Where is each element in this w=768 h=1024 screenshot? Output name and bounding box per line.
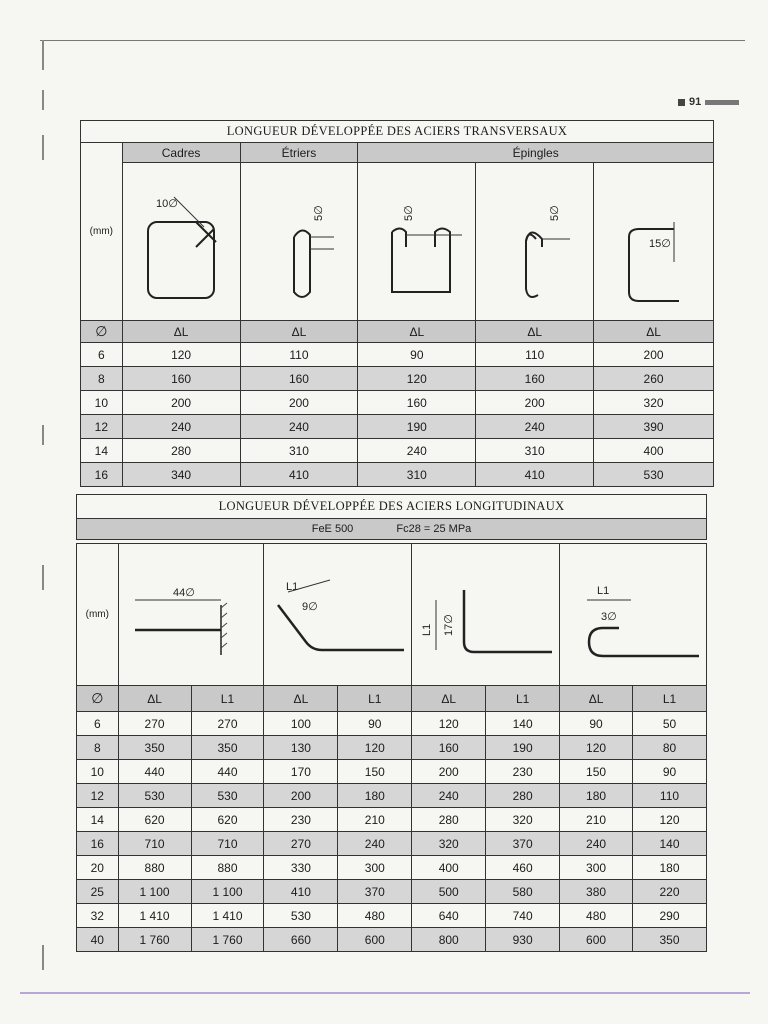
value-cell: 270 <box>191 712 264 736</box>
value-cell: 480 <box>560 904 633 928</box>
value-cell: 240 <box>476 415 594 439</box>
value-cell: 90 <box>338 712 412 736</box>
dl-header: ΔL <box>264 686 338 712</box>
table-row <box>81 367 714 391</box>
value-cell: 710 <box>118 832 191 856</box>
diameter-cell: 14 <box>77 808 119 832</box>
dl-header: ΔL <box>412 686 486 712</box>
value-cell: 160 <box>358 391 476 415</box>
diameter-header: ∅ <box>77 686 119 712</box>
value-cell: 1 410 <box>191 904 264 928</box>
angled-hook-sketch <box>264 544 412 686</box>
value-cell: 160 <box>122 367 240 391</box>
value-cell: 280 <box>122 439 240 463</box>
value-cell: 140 <box>486 712 560 736</box>
value-cell: 90 <box>633 760 707 784</box>
dl-header: ΔL <box>122 321 240 343</box>
value-cell: 530 <box>191 784 264 808</box>
value-cell: 310 <box>358 463 476 487</box>
table-row <box>81 415 714 439</box>
page-bottom-rule <box>20 992 750 994</box>
value-cell: 620 <box>191 808 264 832</box>
diameter-cell: 40 <box>77 928 119 952</box>
value-cell: 240 <box>338 832 412 856</box>
material-row <box>77 519 707 540</box>
diameter-cell: 6 <box>77 712 119 736</box>
value-cell: 580 <box>486 880 560 904</box>
value-cell: 200 <box>240 391 358 415</box>
value-cell: 660 <box>264 928 338 952</box>
value-cell: 410 <box>476 463 594 487</box>
value-cell: 240 <box>240 415 358 439</box>
unit-label: (mm) <box>77 544 119 686</box>
value-cell: 290 <box>633 904 707 928</box>
etrier-sketch <box>240 163 358 321</box>
value-cell: 190 <box>486 736 560 760</box>
value-cell: 320 <box>412 832 486 856</box>
diameter-cell: 25 <box>77 880 119 904</box>
margin-mark <box>42 135 44 160</box>
value-cell: 370 <box>338 880 412 904</box>
value-cell: 240 <box>122 415 240 439</box>
value-cell: 180 <box>560 784 633 808</box>
value-cell: 410 <box>240 463 358 487</box>
value-cell: 460 <box>486 856 560 880</box>
table-row <box>81 439 714 463</box>
value-cell: 100 <box>264 712 338 736</box>
value-cell: 270 <box>118 712 191 736</box>
value-cell: 350 <box>191 736 264 760</box>
value-cell: 280 <box>412 808 486 832</box>
value-cell: 380 <box>560 880 633 904</box>
svg-text:L1: L1 <box>285 580 299 593</box>
diameter-cell: 12 <box>81 415 123 439</box>
value-cell: 240 <box>560 832 633 856</box>
value-cell: 120 <box>122 343 240 367</box>
concrete-strength: Fc28 = 25 MPa <box>396 523 472 535</box>
value-cell: 50 <box>633 712 707 736</box>
diameter-cell: 14 <box>81 439 123 463</box>
value-cell: 170 <box>264 760 338 784</box>
value-cell: 530 <box>118 784 191 808</box>
value-cell: 120 <box>560 736 633 760</box>
value-cell: 880 <box>118 856 191 880</box>
svg-text:10∅: 10∅ <box>156 197 178 210</box>
value-cell: 620 <box>118 808 191 832</box>
value-cell: 160 <box>412 736 486 760</box>
value-cell: 120 <box>633 808 707 832</box>
table-row <box>81 463 714 487</box>
group-epingles: Épingles <box>358 143 714 163</box>
svg-text:3∅: 3∅ <box>601 610 617 623</box>
value-cell: 140 <box>633 832 707 856</box>
value-cell: 210 <box>560 808 633 832</box>
table-row <box>81 343 714 367</box>
value-cell: 300 <box>338 856 412 880</box>
straight-anchor-sketch <box>118 544 264 686</box>
page-number: 91 <box>678 96 739 108</box>
value-cell: 370 <box>486 832 560 856</box>
table-row <box>77 808 707 832</box>
value-cell: 200 <box>412 760 486 784</box>
group-cadres: Cadres <box>122 143 240 163</box>
value-cell: 180 <box>633 856 707 880</box>
diameter-cell: 20 <box>77 856 119 880</box>
value-cell: 230 <box>486 760 560 784</box>
l1-header: L1 <box>633 686 707 712</box>
value-cell: 310 <box>240 439 358 463</box>
hook-180-sketch <box>560 544 707 686</box>
value-cell: 120 <box>338 736 412 760</box>
value-cell: 230 <box>264 808 338 832</box>
value-cell: 1 760 <box>191 928 264 952</box>
value-cell: 160 <box>476 367 594 391</box>
value-cell: 160 <box>240 367 358 391</box>
value-cell: 220 <box>633 880 707 904</box>
l1-header: L1 <box>486 686 560 712</box>
svg-text:17∅: 17∅ <box>442 613 455 636</box>
svg-text:L1: L1 <box>597 584 610 597</box>
value-cell: 200 <box>476 391 594 415</box>
value-cell: 240 <box>358 439 476 463</box>
diameter-header: ∅ <box>81 321 123 343</box>
dl-header: ΔL <box>240 321 358 343</box>
value-cell: 440 <box>118 760 191 784</box>
value-cell: 320 <box>486 808 560 832</box>
value-cell: 1 410 <box>118 904 191 928</box>
value-cell: 90 <box>560 712 633 736</box>
value-cell: 120 <box>358 367 476 391</box>
value-cell: 130 <box>264 736 338 760</box>
table-row <box>77 784 707 808</box>
transversal-steel-table <box>80 120 714 487</box>
diameter-cell: 6 <box>81 343 123 367</box>
table-row <box>77 712 707 736</box>
diameter-cell: 8 <box>77 736 119 760</box>
value-cell: 1 100 <box>118 880 191 904</box>
diameter-cell: 10 <box>81 391 123 415</box>
value-cell: 880 <box>191 856 264 880</box>
value-cell: 930 <box>486 928 560 952</box>
table-row <box>81 391 714 415</box>
dl-header: ΔL <box>560 686 633 712</box>
epingle-u-sketch <box>358 163 476 321</box>
table-row <box>77 904 707 928</box>
steel-grade: FeE 500 <box>311 523 354 535</box>
svg-text:44∅: 44∅ <box>173 586 195 599</box>
value-cell: 200 <box>594 343 714 367</box>
table-row <box>77 856 707 880</box>
svg-text:5∅: 5∅ <box>548 204 561 221</box>
value-cell: 400 <box>594 439 714 463</box>
cadre-sketch <box>122 163 240 321</box>
longitudinal-title: LONGUEUR DÉVELOPPÉE DES ACIERS LONGITUDINAUX <box>77 495 707 519</box>
diameter-cell: 16 <box>81 463 123 487</box>
value-cell: 640 <box>412 904 486 928</box>
value-cell: 350 <box>118 736 191 760</box>
table-row <box>77 736 707 760</box>
value-cell: 110 <box>476 343 594 367</box>
margin-mark <box>42 40 44 70</box>
longitudinal-title-table <box>76 494 707 540</box>
value-cell: 600 <box>560 928 633 952</box>
margin-mark <box>42 945 44 970</box>
value-cell: 400 <box>412 856 486 880</box>
value-cell: 500 <box>412 880 486 904</box>
value-cell: 150 <box>560 760 633 784</box>
longitudinal-steel-table <box>76 543 707 952</box>
value-cell: 330 <box>264 856 338 880</box>
value-cell: 180 <box>338 784 412 808</box>
dl-header: ΔL <box>594 321 714 343</box>
dl-header: ΔL <box>476 321 594 343</box>
value-cell: 80 <box>633 736 707 760</box>
value-cell: 110 <box>633 784 707 808</box>
value-cell: 300 <box>560 856 633 880</box>
page-top-rule <box>40 40 745 41</box>
table-row <box>77 760 707 784</box>
value-cell: 1 100 <box>191 880 264 904</box>
svg-text:5∅: 5∅ <box>402 204 415 221</box>
value-cell: 1 760 <box>118 928 191 952</box>
value-cell: 340 <box>122 463 240 487</box>
value-cell: 390 <box>594 415 714 439</box>
value-cell: 320 <box>594 391 714 415</box>
value-cell: 150 <box>338 760 412 784</box>
value-cell: 90 <box>358 343 476 367</box>
epingle-c-sketch <box>594 163 714 321</box>
value-cell: 240 <box>412 784 486 808</box>
diameter-cell: 12 <box>77 784 119 808</box>
value-cell: 260 <box>594 367 714 391</box>
value-cell: 530 <box>264 904 338 928</box>
value-cell: 190 <box>358 415 476 439</box>
dl-header: ΔL <box>118 686 191 712</box>
dl-header: ΔL <box>358 321 476 343</box>
margin-mark <box>42 90 44 110</box>
value-cell: 440 <box>191 760 264 784</box>
value-cell: 740 <box>486 904 560 928</box>
l1-header: L1 <box>338 686 412 712</box>
unit-label: (mm) <box>81 143 123 321</box>
diameter-cell: 16 <box>77 832 119 856</box>
table-row <box>77 832 707 856</box>
value-cell: 210 <box>338 808 412 832</box>
value-cell: 200 <box>264 784 338 808</box>
diameter-cell: 10 <box>77 760 119 784</box>
value-cell: 530 <box>594 463 714 487</box>
table-row <box>77 880 707 904</box>
margin-mark <box>42 565 44 590</box>
value-cell: 110 <box>240 343 358 367</box>
group-etriers: Étriers <box>240 143 358 163</box>
table-row <box>77 928 707 952</box>
svg-text:L1: L1 <box>420 623 433 636</box>
hook-90-sketch <box>412 544 560 686</box>
value-cell: 310 <box>476 439 594 463</box>
value-cell: 800 <box>412 928 486 952</box>
margin-mark <box>42 425 44 445</box>
value-cell: 280 <box>486 784 560 808</box>
value-cell: 270 <box>264 832 338 856</box>
svg-text:5∅: 5∅ <box>312 204 325 221</box>
diameter-cell: 8 <box>81 367 123 391</box>
value-cell: 120 <box>412 712 486 736</box>
transversal-title: LONGUEUR DÉVELOPPÉE DES ACIERS TRANSVERSAUX <box>81 121 714 143</box>
diameter-cell: 32 <box>77 904 119 928</box>
value-cell: 350 <box>633 928 707 952</box>
svg-text:15∅: 15∅ <box>648 237 671 250</box>
value-cell: 410 <box>264 880 338 904</box>
value-cell: 600 <box>338 928 412 952</box>
value-cell: 480 <box>338 904 412 928</box>
epingle-s-sketch <box>476 163 594 321</box>
value-cell: 710 <box>191 832 264 856</box>
svg-text:9∅: 9∅ <box>301 600 318 613</box>
value-cell: 200 <box>122 391 240 415</box>
l1-header: L1 <box>191 686 264 712</box>
